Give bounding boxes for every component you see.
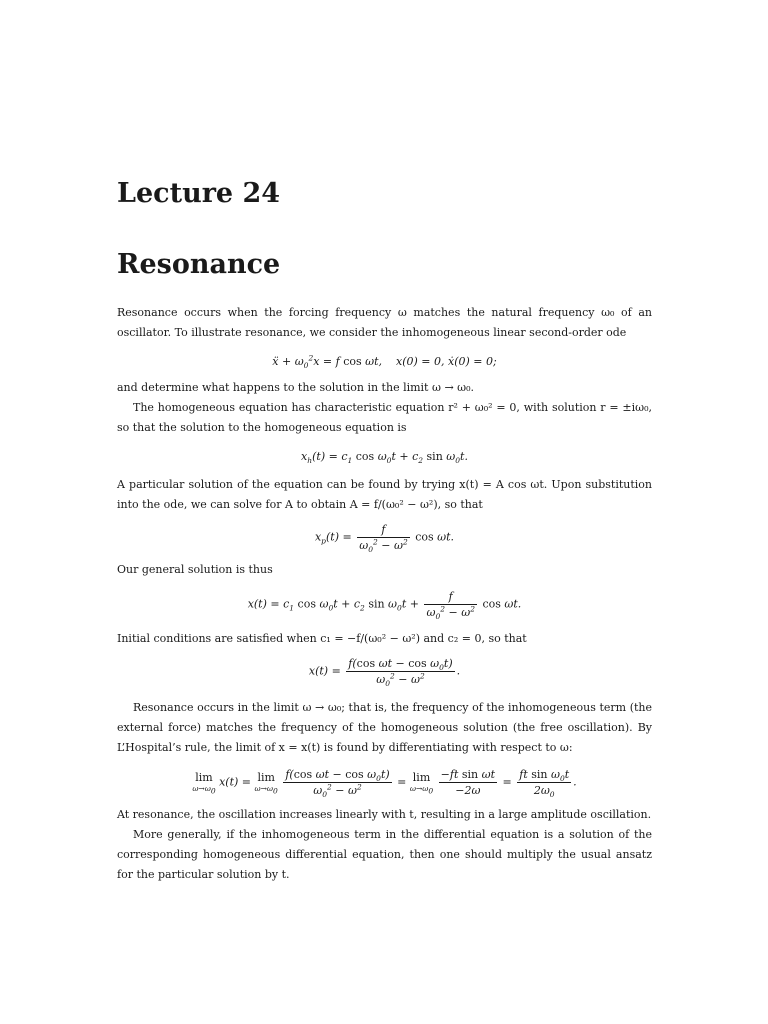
equation-ode: ẍ + $\omega_0^2x = f$ cos ωt, x(0) = 0, ẋ(0) = 0;: [272, 353, 497, 371]
paragraph-particular: A particular solution of the equation can be found by trying x(t) = A cos ωt. Upon substitution into the ode, we can solve for A to obtain A = f/(ω₀² − ω²), so that: [117, 478, 652, 511]
paragraph-homogeneous: The homogeneous equation has characteristic equation r² + ω₀² = 0, with solution r = ±iω₀, so that the solution to the homogeneous equation is: [117, 401, 652, 434]
equation-general-solution: $x(t) = c_1$ $\cos \omega_0t + c_2$ $\sin \omega_0t$ + $\frac{f}{\omega_0^2 - \omega^2}$ cos ωt.: [247, 590, 522, 622]
document-body: [117, 303, 652, 885]
equation-resonance-limit: lim $\omega\to\omega_0$ x(t) = lim $\omega\to\omega_0$ $\frac{f(\cos \omega t - \cos \omega_0t)}{\omega_0^2 - \omega^2}$ = lim $\omega\to\omega_0$ $\frac{\text{−ft sin ωt}}{-2\omega}$ = $\frac{ft \sin \omega_0t}{2\omega_0}$ .: [192, 768, 577, 800]
equation-homogeneous-solution: $x_h(t) = c_1$ $\cos \omega_0t + c_2$ $\sin \omega_0t$.: [301, 450, 468, 466]
paragraph-generalization: More generally, if the inhomogeneous term in the differential equation is a solution of the corresponding homogeneous differential equation, then one should multiply the usual ansatz for the particular solution by t.: [117, 828, 652, 881]
equation-particular-solution: $x_p(t)$ = $\frac{f}{\omega_0^2 - \omega^2}$ cos ωt.: [314, 523, 455, 555]
paragraph-resonance: Resonance occurs in the limit ω → ω₀; that is, the frequency of the inhomogeneous term (the external force) matches the frequency of the homogeneous solution (the free oscillation). By L’Hospital’s rule, the limit of x = x(t) is found by differentiating with respect to ω:: [117, 701, 652, 754]
paragraph-at-resonance: At resonance, the oscillation increases linearly with t, resulting in a large amplitude oscillation.: [117, 808, 652, 821]
paragraph-limit: and determine what happens to the solution in the limit ω → ω₀.: [117, 381, 475, 394]
equation-solution: x(t) = $\frac{f(\cos \omega t - \cos \omega_0t)}{\omega_0^2 - \omega^2}$ .: [308, 657, 461, 689]
chapter-title: Lecture 24: [117, 178, 281, 209]
paragraph-intro: Resonance occurs when the forcing frequency ω matches the natural frequency ω₀ of an oscillator. To illustrate resonance, we consider the inhomogeneous linear second-order ode: [117, 306, 652, 339]
section-title: Resonance: [117, 249, 281, 280]
paragraph-initial-conditions: Initial conditions are satisfied when c₁ = −f/(ω₀² − ω²) and c₂ = 0, so that: [117, 632, 527, 645]
paragraph-general: Our general solution is thus: [117, 563, 273, 576]
